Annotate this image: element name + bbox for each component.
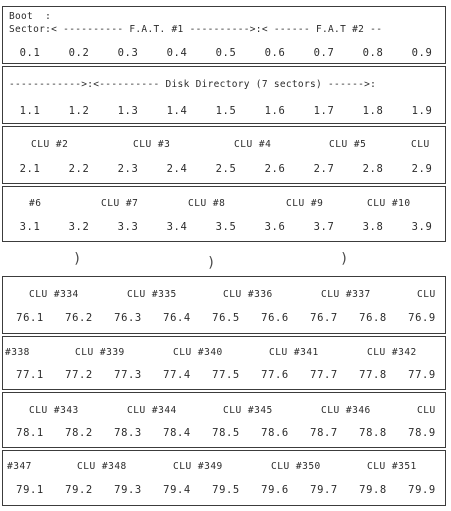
sector-value: 1.2 (68, 105, 90, 117)
cluster-label: CLU (417, 405, 436, 416)
cluster-label: CLU #346 (321, 405, 371, 416)
sector-value: 78.8 (359, 427, 387, 439)
sector-value: 76.1 (16, 312, 44, 324)
sector-value: 1.5 (215, 105, 237, 117)
cluster-label: CLU #345 (223, 405, 273, 416)
sector-value: 3.9 (411, 221, 433, 233)
cluster-label: CLU #337 (321, 289, 371, 300)
cluster-label: #347 (7, 461, 32, 472)
sector-value: 76.7 (310, 312, 338, 324)
sector-value: 76.4 (163, 312, 191, 324)
cluster-label: #338 (5, 347, 30, 358)
cluster-label: CLU #341 (269, 347, 319, 358)
sector-value: 76.6 (261, 312, 289, 324)
gap-mark-1: ) (73, 251, 82, 267)
sector-value: 3.2 (68, 221, 90, 233)
cluster-label: CLU #342 (367, 347, 417, 358)
sector-value: 2.3 (117, 163, 139, 175)
sector-value: 0.6 (264, 47, 286, 59)
sector-value: 78.5 (212, 427, 240, 439)
cluster-label: CLU #340 (173, 347, 223, 358)
sector-value: 2.6 (264, 163, 286, 175)
sector-value: 3.8 (362, 221, 384, 233)
sector-value: 77.9 (408, 369, 436, 381)
sector-value: 79.2 (65, 484, 93, 496)
band-clu-row-79 (2, 450, 446, 506)
cluster-label: CLU #7 (101, 198, 139, 209)
cluster-label: CLU #10 (367, 198, 411, 209)
sector-value: 77.7 (310, 369, 338, 381)
sector-value: 0.1 (19, 47, 41, 59)
cluster-label: CLU #344 (127, 405, 177, 416)
band-clu-row-78 (2, 392, 446, 448)
cluster-label: CLU #334 (29, 289, 79, 300)
sector-value: 76.2 (65, 312, 93, 324)
cluster-label: CLU #339 (75, 347, 125, 358)
cluster-label: CLU #350 (271, 461, 321, 472)
sector-value: 78.9 (408, 427, 436, 439)
sector-value: 78.6 (261, 427, 289, 439)
sector-value: 0.9 (411, 47, 433, 59)
band-clu-row-2 (2, 126, 446, 184)
sector-value: 76.5 (212, 312, 240, 324)
sector-value: 0.4 (166, 47, 188, 59)
sector-value: 3.7 (313, 221, 335, 233)
sector-value: 3.1 (19, 221, 41, 233)
sector-value: 1.6 (264, 105, 286, 117)
sector-value: 78.1 (16, 427, 44, 439)
sector-value: 77.1 (16, 369, 44, 381)
sector-value: 77.2 (65, 369, 93, 381)
directory-label-line: ------------>:<---------- Disk Directory (7 sectors) ------>: (9, 79, 377, 90)
sector-value: 79.9 (408, 484, 436, 496)
header-boot-line: Boot : (9, 11, 52, 22)
sector-value: 0.5 (215, 47, 237, 59)
sector-value: 1.4 (166, 105, 188, 117)
sector-value: 79.7 (310, 484, 338, 496)
sector-value: 2.4 (166, 163, 188, 175)
sector-value: 79.4 (163, 484, 191, 496)
sector-value: 3.6 (264, 221, 286, 233)
sector-value: 76.9 (408, 312, 436, 324)
band-boot-fat (2, 6, 446, 64)
sector-value: 1.7 (313, 105, 335, 117)
sector-value: 2.5 (215, 163, 237, 175)
band-clu-row-3 (2, 186, 446, 242)
sector-value: 0.7 (313, 47, 335, 59)
gap-mark-2: ) (207, 255, 216, 271)
sector-value: 77.4 (163, 369, 191, 381)
sector-value: 3.3 (117, 221, 139, 233)
cluster-label: CLU #336 (223, 289, 273, 300)
sector-value: 3.5 (215, 221, 237, 233)
sector-value: 2.7 (313, 163, 335, 175)
sector-value: 78.7 (310, 427, 338, 439)
sector-value: 77.6 (261, 369, 289, 381)
sector-value: 79.3 (114, 484, 142, 496)
band-disk-directory (2, 66, 446, 124)
sector-value: 0.8 (362, 47, 384, 59)
sector-value: 1.3 (117, 105, 139, 117)
cluster-label: CLU #335 (127, 289, 177, 300)
cluster-label: CLU #4 (234, 139, 272, 150)
sector-value: 78.4 (163, 427, 191, 439)
sector-value: 77.5 (212, 369, 240, 381)
cluster-label: CLU #9 (286, 198, 324, 209)
cluster-label: CLU #349 (173, 461, 223, 472)
sector-value: 1.1 (19, 105, 41, 117)
sector-value: 76.8 (359, 312, 387, 324)
cluster-label: CLU #343 (29, 405, 79, 416)
sector-value: 3.4 (166, 221, 188, 233)
cluster-label: CLU #3 (133, 139, 171, 150)
sector-value: 78.2 (65, 427, 93, 439)
cluster-label: CLU #351 (367, 461, 417, 472)
sector-value: 1.8 (362, 105, 384, 117)
cluster-label: CLU (411, 139, 430, 150)
sector-value: 77.8 (359, 369, 387, 381)
cluster-label: CLU #2 (31, 139, 69, 150)
header-sector-line: Sector:< ---------- F.A.T. #1 ---------->:< ------ F.A.T #2 -- (9, 24, 383, 35)
sector-value: 2.8 (362, 163, 384, 175)
band-clu-row-77 (2, 336, 446, 390)
band-clu-row-76 (2, 276, 446, 334)
cluster-label: #6 (29, 198, 42, 209)
sector-value: 78.3 (114, 427, 142, 439)
sector-value: 2.9 (411, 163, 433, 175)
sector-value: 79.1 (16, 484, 44, 496)
sector-value: 1.9 (411, 105, 433, 117)
cluster-label: CLU #5 (329, 139, 367, 150)
cluster-label: CLU (417, 289, 436, 300)
sector-value: 77.3 (114, 369, 142, 381)
sector-value: 79.5 (212, 484, 240, 496)
sector-value: 76.3 (114, 312, 142, 324)
cluster-label: CLU #8 (188, 198, 226, 209)
sector-value: 0.3 (117, 47, 139, 59)
sector-value: 0.2 (68, 47, 90, 59)
cluster-label: CLU #348 (77, 461, 127, 472)
gap-mark-3: ) (340, 251, 349, 267)
sector-value: 79.6 (261, 484, 289, 496)
sector-value: 2.2 (68, 163, 90, 175)
sector-value: 79.8 (359, 484, 387, 496)
sector-value: 2.1 (19, 163, 41, 175)
